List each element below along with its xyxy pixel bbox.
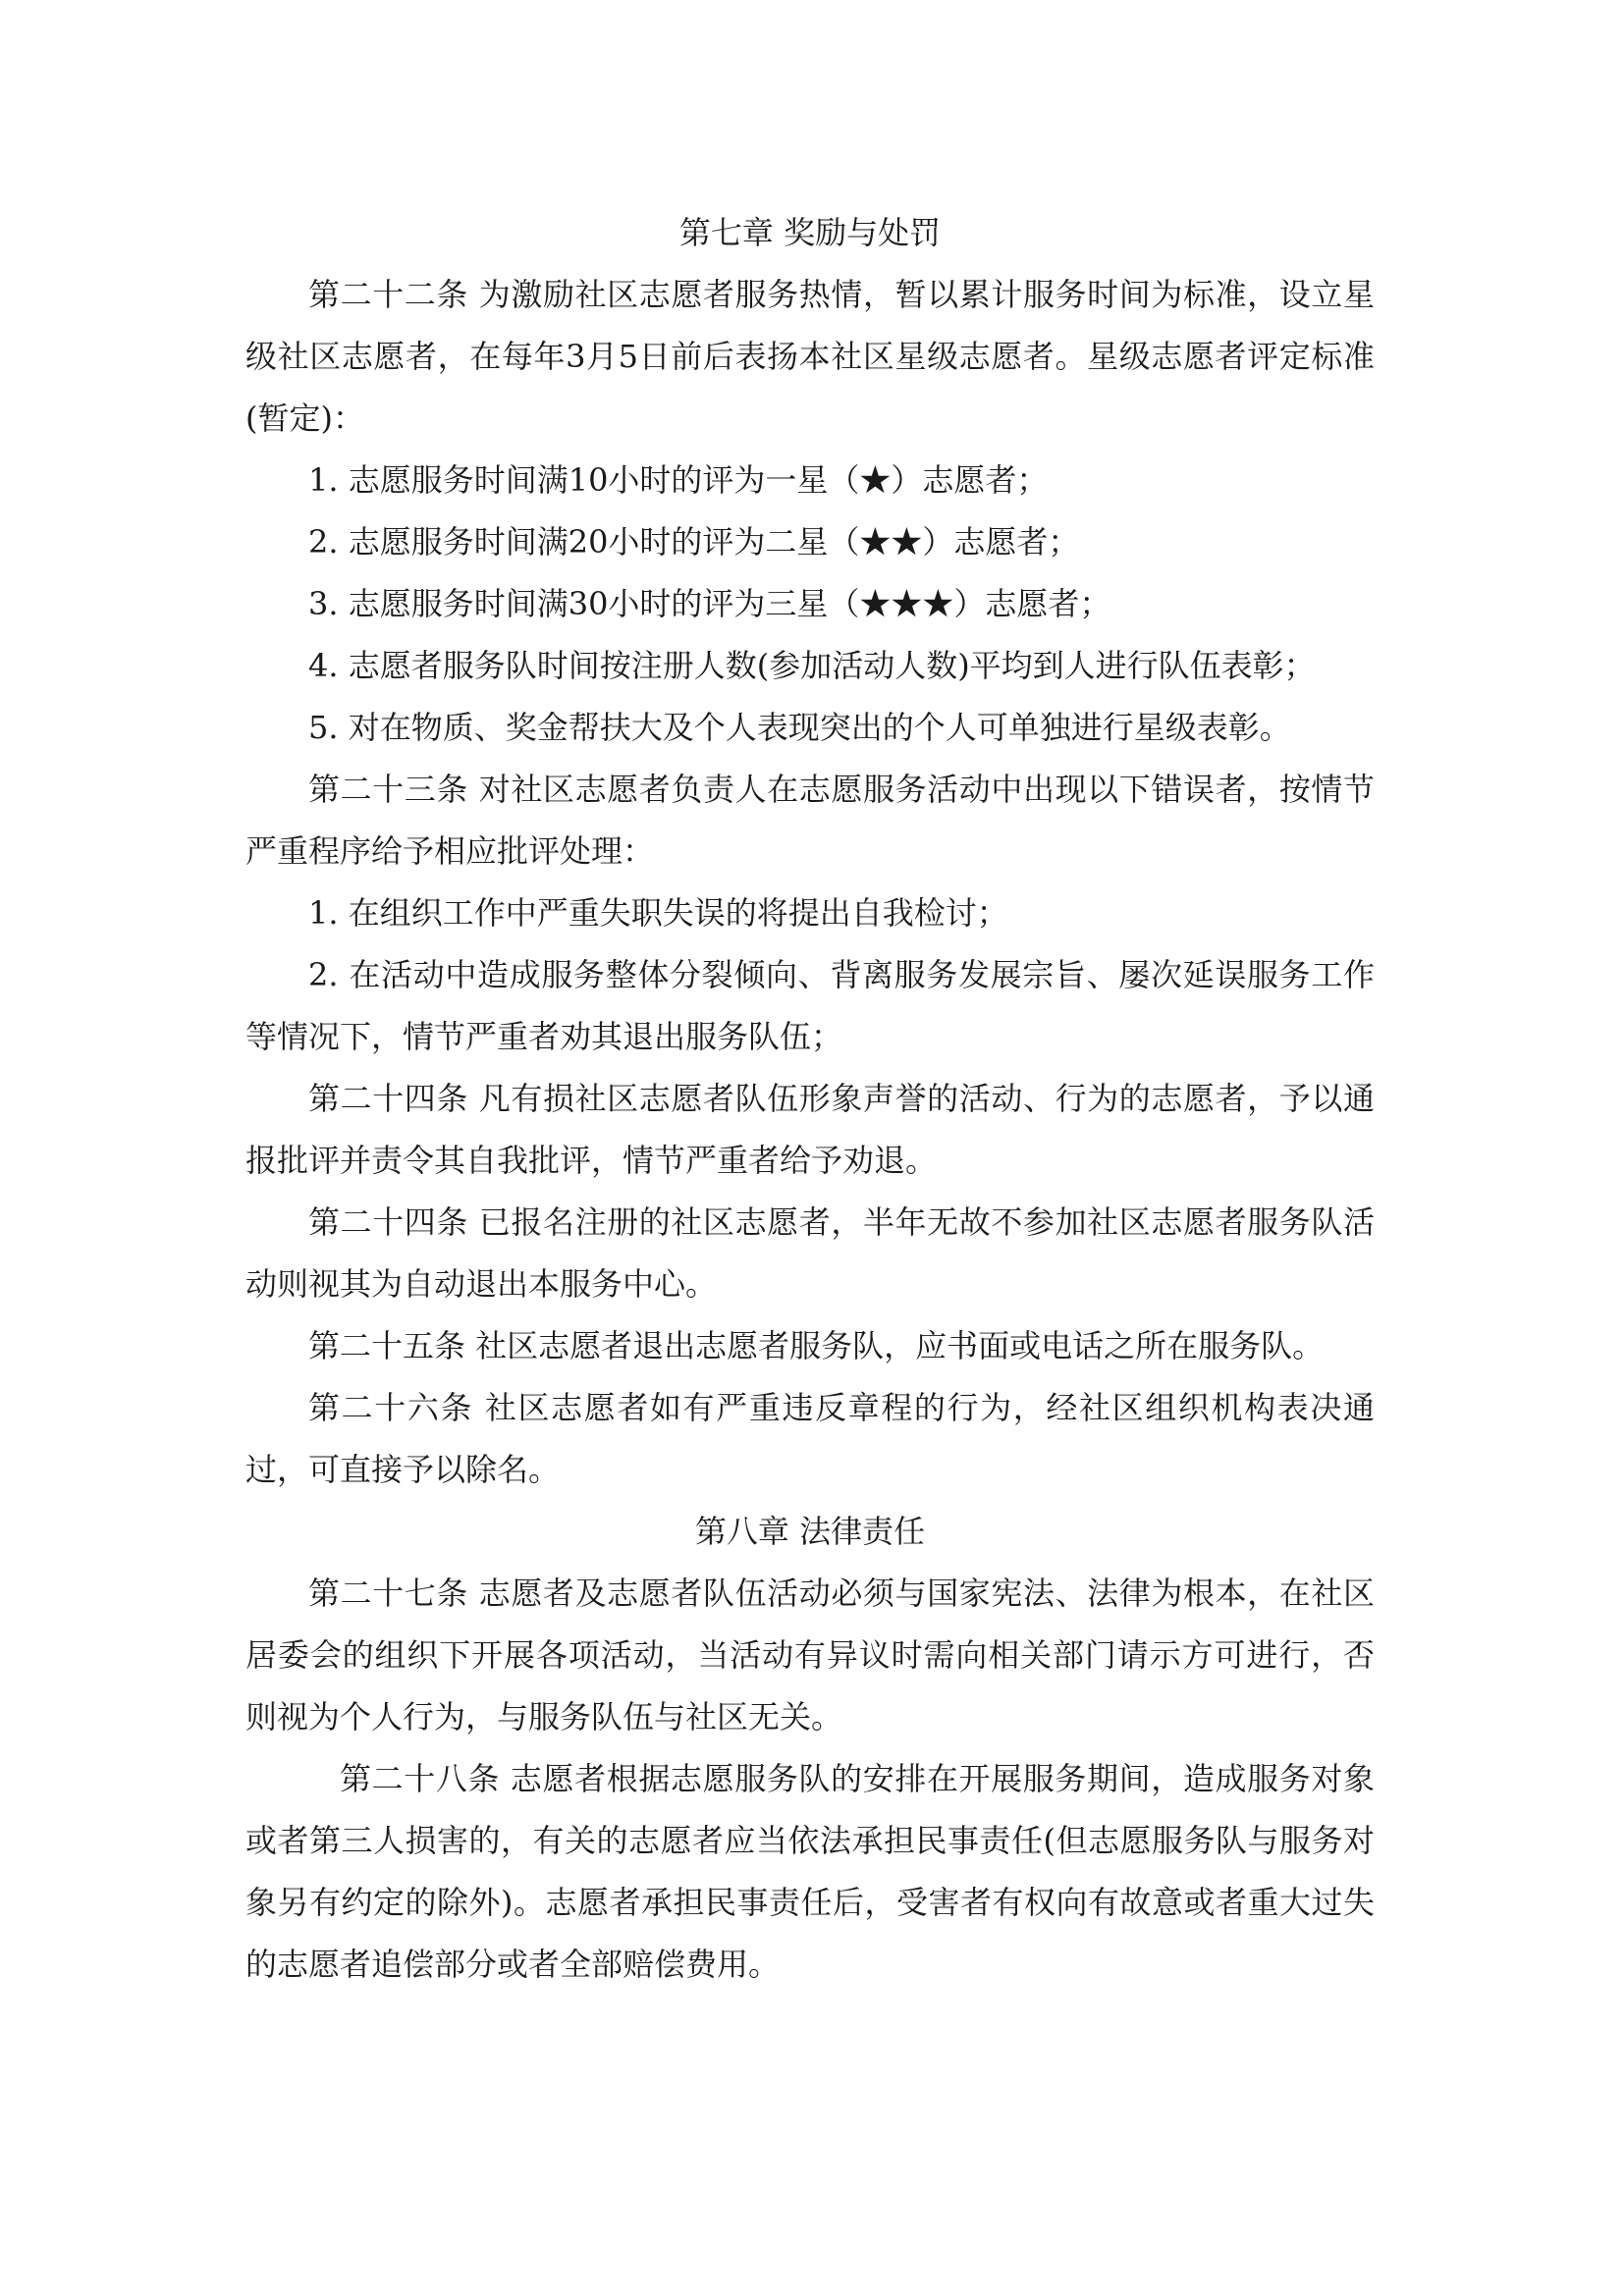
chapter-heading: 第七章 奖励与处罚 [678, 214, 942, 251]
list-item: 4. 志愿者服务队时间按注册人数(参加活动人数)平均到人进行队伍表彰； [308, 647, 1316, 684]
article-paragraph: 第二十四条 已报名注册的社区志愿者，半年无故不参加社区志愿者服务队活动则视其为自动退出本服务中心。 [245, 1203, 1375, 1303]
article-paragraph: 第二十八条 志愿者根据志愿服务队的安排在开展服务期间，造成服务对象或者第三人损害的，有关的志愿者应当依法承担民事责任(但志愿服务队与服务对象另有约定的除外)。志愿者承担民事责任后，受害者有权向有故意或者重大过失的志愿者追偿部分或者全部赔偿费用。 [245, 1760, 1375, 1983]
list-item: 1. 在组织工作中严重失职失误的将提出自我检讨； [308, 894, 1008, 932]
list-item: 2. 志愿服务时间满20小时的评为二星（★★）志愿者； [308, 523, 1080, 561]
article-paragraph: 第二十五条 社区志愿者退出志愿者服务队，应书面或电话之所在服务队。 [308, 1327, 1325, 1364]
list-item: 5. 对在物质、奖金帮扶大及个人表现突出的个人可单独进行星级表彰。 [308, 709, 1291, 746]
article-paragraph: 第二十三条 对社区志愿者负责人在志愿服务活动中出现以下错误者，按情节严重程序给予相应批评处理： [245, 771, 1375, 870]
document-body [245, 202, 1375, 1996]
article-paragraph: 第二十四条 凡有损社区志愿者队伍形象声誉的活动、行为的志愿者，予以通报批评并责令其自我批评，情节严重者给予劝退。 [245, 1080, 1375, 1179]
article-paragraph: 第二十二条 为激励社区志愿者服务热情，暂以累计服务时间为标准，设立星级社区志愿者，在每年3月5日前后表扬本社区星级志愿者。星级志愿者评定标准(暂定)： [245, 276, 1375, 437]
article-paragraph: 第二十七条 志愿者及志愿者队伍活动必须与国家宪法、法律为根本，在社区居委会的组织下开展各项活动，当活动有异议时需向相关部门请示方可进行，否则视为个人行为，与服务队伍与社区无关。 [245, 1575, 1375, 1735]
list-item: 1. 志愿服务时间满10小时的评为一星（★）志愿者； [308, 461, 1049, 499]
list-item: 3. 志愿服务时间满30小时的评为三星（★★★）志愿者； [308, 585, 1111, 622]
list-item: 2. 在活动中造成服务整体分裂倾向、背离服务发展宗旨、屡次延误服务工作等情况下，情节严重者劝其退出服务队伍； [245, 956, 1375, 1055]
article-paragraph: 第二十六条 社区志愿者如有严重违反章程的行为，经社区组织机构表决通过，可直接予以除名。 [245, 1389, 1375, 1488]
chapter-heading: 第八章 法律责任 [694, 1513, 926, 1550]
